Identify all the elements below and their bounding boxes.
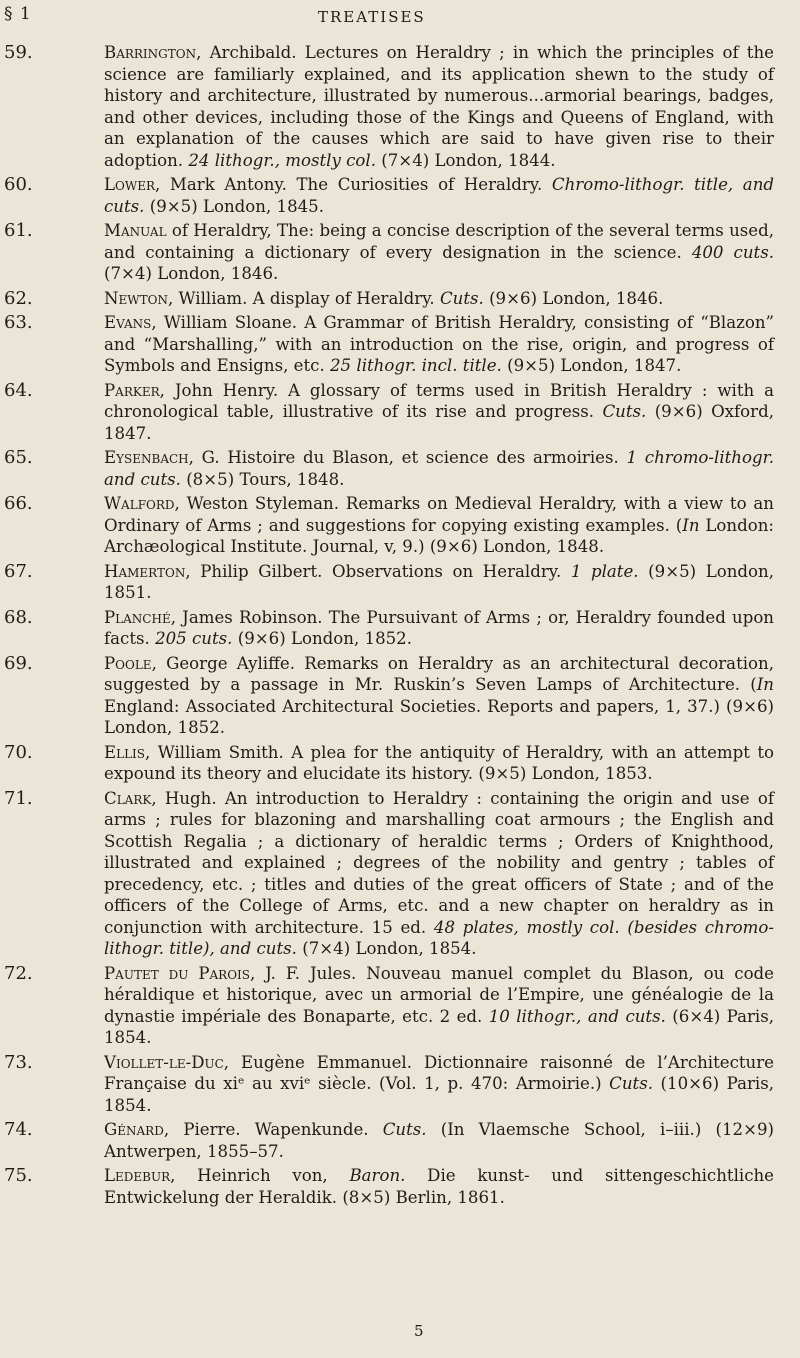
entry-imprint: (9×5) London, 1851. xyxy=(104,561,775,602)
entry-text: Pierre. Wapenkunde. xyxy=(169,1120,383,1139)
entry-imprint: England: Associated Architectural Societies. Reports and papers, 1, 37.) (9×6) London, 1852. xyxy=(104,696,774,737)
entry-author: Newton, xyxy=(104,288,174,308)
entry-text: Heinrich von, xyxy=(175,1166,350,1185)
entry-author: Viollet-le-Duc, xyxy=(104,1052,230,1072)
entry-number: 60. xyxy=(4,174,33,195)
entry-author: Barrington, xyxy=(104,43,202,62)
entry-imprint: (In Vlaemsche School, i–iii.) (12×9) Antwerpen, 1855–57. xyxy=(104,1120,775,1161)
entry-imprint: (7×4) London, 1846. xyxy=(104,264,279,283)
entry-number: 66. xyxy=(4,493,33,514)
page-number: 5 xyxy=(414,1322,424,1340)
entry-imprint: London: Archæological Institute. Journal, v, 9.) (9×6) London, 1848. xyxy=(104,515,774,556)
entry-number: 61. xyxy=(4,220,33,241)
entry-number: 69. xyxy=(4,652,33,674)
entry-author: Manual xyxy=(104,221,167,240)
entry-list xyxy=(0,42,800,1211)
entry-number: 62. xyxy=(4,287,33,309)
entry-illustrations: 1 chromo-lithogr. and cuts. xyxy=(104,448,774,489)
entry-imprint: (9×6) Oxford, 1847. xyxy=(104,402,774,443)
entry-author: Walford, xyxy=(104,494,180,513)
entry-number: 63. xyxy=(4,312,33,333)
entry-text: of Heraldry, The: being a concise description of the several terms used, and containing a dictionary of every designation in the science. xyxy=(104,221,774,262)
catalog-entry xyxy=(0,493,800,558)
entry-text: G. Histoire du Blason, et science des armoiries. xyxy=(193,448,627,467)
catalog-entry xyxy=(0,653,800,739)
catalog-entry xyxy=(0,380,800,445)
entry-text: George Ayliffe. Remarks on Heraldry as an architectural decoration, suggested by a passage in Mr. Ruskin’s Seven Lamps of Architecture. ( xyxy=(104,653,774,694)
entry-number: 71. xyxy=(4,787,33,809)
catalog-entry xyxy=(0,312,800,377)
catalog-entry xyxy=(0,1165,800,1208)
entry-illustrations: Cuts. xyxy=(609,1074,653,1093)
section-mark: § 1 xyxy=(4,4,32,24)
entry-illustrations: 24 lithogr., mostly col. xyxy=(188,150,376,170)
catalog-entry xyxy=(0,607,800,650)
entry-number: 65. xyxy=(4,447,33,468)
entry-number: 59. xyxy=(4,42,33,63)
entry-illustrations: Cuts. xyxy=(602,402,647,421)
entry-number: 73. xyxy=(4,1051,33,1073)
entry-number: 67. xyxy=(4,560,33,582)
entry-author: Evans, xyxy=(104,313,157,332)
entry-text: John Henry. A glossary of terms used in British Heraldry : with a chronological table, illustrative of its rise and progress. xyxy=(104,380,774,421)
catalog-entry xyxy=(0,174,800,217)
entry-number: 64. xyxy=(4,379,33,401)
entry-imprint: (6×4) Paris, 1854. xyxy=(104,1006,774,1047)
entry-imprint: (9×5) London, 1853. xyxy=(478,764,653,783)
entry-illustrations: In xyxy=(756,675,774,694)
entry-author: Ellis, xyxy=(104,742,151,762)
entry-text: Hugh. An introduction to Heraldry : containing the origin and use of arms ; rules for blazoning and marshalling coat armours ; the English and Scottish Regalia ; a dictionary of heraldic terms ; Orders of Knighthood, illustrated and explained ; degrees of the nobility and gentry ; tables of precedency, etc. ; titles and duties of the great officers of State ; and of the officers of the College of Arms, etc. and a new chapter on heraldry as in conjunction with architecture. 15 ed. xyxy=(104,788,774,937)
entry-imprint: (9×6) London, 1852. xyxy=(232,629,413,648)
catalog-entry xyxy=(0,220,800,285)
entry-imprint: (9×6) London, 1846. xyxy=(483,288,664,308)
entry-number: 70. xyxy=(4,741,33,763)
catalog-entry xyxy=(0,788,800,960)
entry-author: Planché, xyxy=(104,607,176,627)
entry-illustrations: 48 plates, mostly col. (besides chromo-lithogr. title), and cuts. xyxy=(104,917,774,958)
entry-number: 75. xyxy=(4,1165,33,1186)
entry-author: Poole, xyxy=(104,653,157,673)
entry-illustrations: Chromo-lithogr. title, and cuts. xyxy=(104,175,774,216)
entry-illustrations: In xyxy=(682,515,700,535)
entry-text: Mark Antony. The Curiosities of Heraldry. xyxy=(160,175,552,194)
entry-text: William Sloane. A Grammar of British Heraldry, consisting of “Blazon” and “Marshalling,” with an introduction on the rise, origin, and progress of Symbols and Ensigns, etc. xyxy=(104,313,774,375)
entry-text: William. A display of Heraldry. xyxy=(173,288,440,308)
entry-author: Clark, xyxy=(104,788,157,808)
entry-imprint: (7×4) London, 1854. xyxy=(296,939,477,958)
entry-author: Pautet du Parois, xyxy=(104,963,256,983)
entry-author: Eysenbach, xyxy=(104,448,194,467)
entry-text: J. F. Jules. Nouveau manuel complet du Blason, ou code héraldique et historique, avec un armorial de l’Empire, une généalogie de la dynastie impériale des Bonaparte, etc. 2 ed. xyxy=(104,963,774,1026)
catalog-entry xyxy=(0,561,800,604)
entry-author: Ledebur, xyxy=(104,1166,176,1185)
catalog-entry xyxy=(0,742,800,785)
entry-number: 74. xyxy=(4,1119,33,1140)
entry-illustrations: 1 plate. xyxy=(570,561,639,581)
entry-illustrations: 205 cuts. xyxy=(155,629,233,648)
entry-imprint: (8×5) Tours, 1848. xyxy=(180,469,345,489)
entry-illustrations: Baron. xyxy=(349,1166,406,1185)
entry-author: Hamerton, xyxy=(104,561,191,581)
entry-text: Archibald. Lectures on Heraldry ; in which the principles of the science are familiarly explained, and its application shewn to the study of history and architecture, illustrated by numerous...armorial bearings, badges, and other devices, including those of the Kings and Queens of England, with an explanation of the causes which are said to have given rise to their adoption. xyxy=(104,43,774,170)
entry-illustrations: 10 lithogr., and cuts. xyxy=(488,1006,666,1026)
entry-number: 72. xyxy=(4,962,33,984)
entry-illustrations: Cuts. xyxy=(439,288,484,308)
catalog-entry xyxy=(0,1052,800,1117)
entry-text: Weston Styleman. Remarks on Medieval Heraldry, with a view to an Ordinary of Arms ; and suggestions for copying existing examples. ( xyxy=(104,494,774,535)
entry-text: James Robinson. The Pursuivant of Arms ; or, Heraldry founded upon facts. xyxy=(104,607,774,648)
catalog-entry xyxy=(0,42,800,171)
entry-illustrations: Cuts. xyxy=(382,1120,427,1139)
entry-illustrations: 400 cuts. xyxy=(691,242,774,262)
entry-author: Génard, xyxy=(104,1120,170,1139)
entry-text: Philip Gilbert. Observations on Heraldry. xyxy=(190,561,571,581)
entry-author: Parker, xyxy=(104,380,165,400)
entry-imprint: (9×5) London, 1845. xyxy=(144,196,325,216)
entry-imprint: (9×5) London, 1847. xyxy=(501,356,682,375)
entry-imprint: (10×6) Paris, 1854. xyxy=(104,1074,774,1115)
entry-imprint: Die kunst- und sittengeschichtliche Entwickelung der Heraldik. (8×5) Berlin, 1861. xyxy=(104,1166,774,1207)
entry-imprint: (7×4) London, 1844. xyxy=(375,150,556,170)
catalog-entry xyxy=(0,288,800,310)
entry-text: William Smith. A plea for the antiquity of Heraldry, with an attempt to expound its theory and elucidate its history. xyxy=(104,742,774,783)
catalog-entry xyxy=(0,447,800,490)
running-title: TREATISES xyxy=(318,8,426,26)
entry-text: Eugène Emmanuel. Dictionnaire raisonné de l’Architecture Française du xiᵉ au xviᵉ siècle. (Vol. 1, p. 470: Armoirie.) xyxy=(104,1052,774,1093)
catalog-entry xyxy=(0,1119,800,1162)
entry-author: Lower, xyxy=(104,175,161,194)
catalog-entry xyxy=(0,963,800,1049)
entry-number: 68. xyxy=(4,606,33,628)
entry-illustrations: 25 lithogr. incl. title. xyxy=(330,356,502,375)
